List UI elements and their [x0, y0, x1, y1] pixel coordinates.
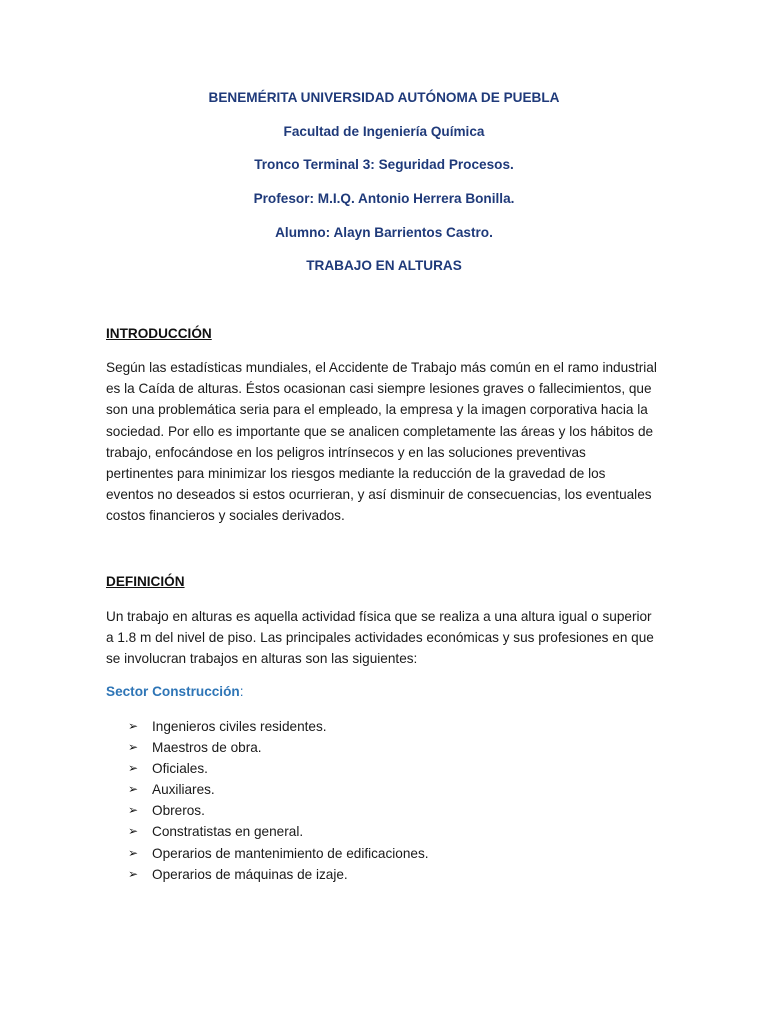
arrow-bullet-icon: ➢ — [128, 803, 139, 818]
list-item-text: Oficiales. — [152, 761, 208, 777]
definition-heading: DEFINICIÓN — [106, 574, 185, 589]
list-item-text: Operarios de mantenimiento de edificaciones. — [152, 845, 429, 861]
intro-line: sociedad. Por ello es importante que se analicen completamente las áreas y los hábitos de — [106, 423, 654, 439]
definition-line: Un trabajo en alturas es aquella actividad física que se realiza a una altura igual o superior — [106, 609, 652, 624]
list-item — [128, 758, 429, 779]
course-name: Tronco Terminal 3: Seguridad Procesos. — [254, 157, 514, 172]
sector-heading — [106, 684, 243, 700]
list-item-text: Ingenieros civiles residentes. — [152, 719, 327, 734]
list-item-text: Operarios de máquinas de izaje. — [152, 866, 348, 882]
intro-line: son una problemática seria para el empleado, la empresa y la imagen corporativa hacia la — [106, 402, 648, 418]
intro-line: trabajo, enfocándose en los peligros intrínsecos y en las soluciones preventivas — [106, 444, 586, 460]
arrow-bullet-icon: ➢ — [128, 719, 139, 733]
arrow-bullet-icon: ➢ — [128, 782, 139, 797]
faculty-name: Facultad de Ingeniería Química — [283, 124, 485, 139]
list-item — [128, 821, 429, 842]
list-item-text: Constratistas en general. — [152, 824, 304, 840]
arrow-bullet-icon: ➢ — [128, 824, 139, 839]
university-name: BENEMÉRITA UNIVERSIDAD AUTÓNOMA DE PUEBLA — [208, 90, 560, 105]
arrow-bullet-icon: ➢ — [128, 740, 139, 755]
intro-line: pertinentes para minimizar los riesgos mediante la reducción de la gravedad de los — [106, 466, 606, 482]
list-item — [128, 716, 429, 737]
sector-label: Sector Construcción — [106, 684, 240, 699]
intro-line: costos financieros y sociales derivados. — [106, 508, 345, 524]
list-item — [128, 737, 429, 758]
intro-heading: INTRODUCCIÓN — [106, 326, 212, 341]
profession-list — [128, 716, 429, 885]
arrow-bullet-icon: ➢ — [128, 866, 139, 881]
list-item — [128, 779, 429, 800]
definition-line: a 1.8 m del nivel de piso. Las principales actividades económicas y sus profesiones en que — [106, 630, 654, 646]
sector-colon: : — [239, 684, 244, 699]
list-item — [128, 800, 429, 821]
list-item-text: Maestros de obra. — [152, 740, 262, 756]
intro-paragraph — [106, 357, 666, 527]
list-item — [128, 864, 429, 885]
definition-line: se involucran trabajos en alturas son las siguientes: — [106, 651, 418, 667]
student-name: Alumno: Alayn Barrientos Castro. — [275, 225, 493, 240]
professor-name: Profesor: M.I.Q. Antonio Herrera Bonilla. — [253, 191, 515, 206]
list-item-text: Auxiliares. — [152, 782, 215, 798]
list-item-text: Obreros. — [152, 803, 205, 819]
arrow-bullet-icon: ➢ — [128, 845, 139, 860]
list-item — [128, 843, 429, 864]
intro-line: Según las estadísticas mundiales, el Accidente de Trabajo más común en el ramo industrial — [106, 360, 657, 375]
intro-line: es la Caída de alturas. Éstos ocasionan casi siempre lesiones graves o fallecimientos, que — [106, 381, 652, 397]
definition-paragraph — [106, 606, 666, 670]
document-title: TRABAJO EN ALTURAS — [306, 258, 462, 273]
arrow-bullet-icon: ➢ — [128, 761, 139, 776]
intro-line: eventos no deseados si estos ocurrieran, y así disminuir de consecuencias, los eventuales — [106, 487, 652, 503]
